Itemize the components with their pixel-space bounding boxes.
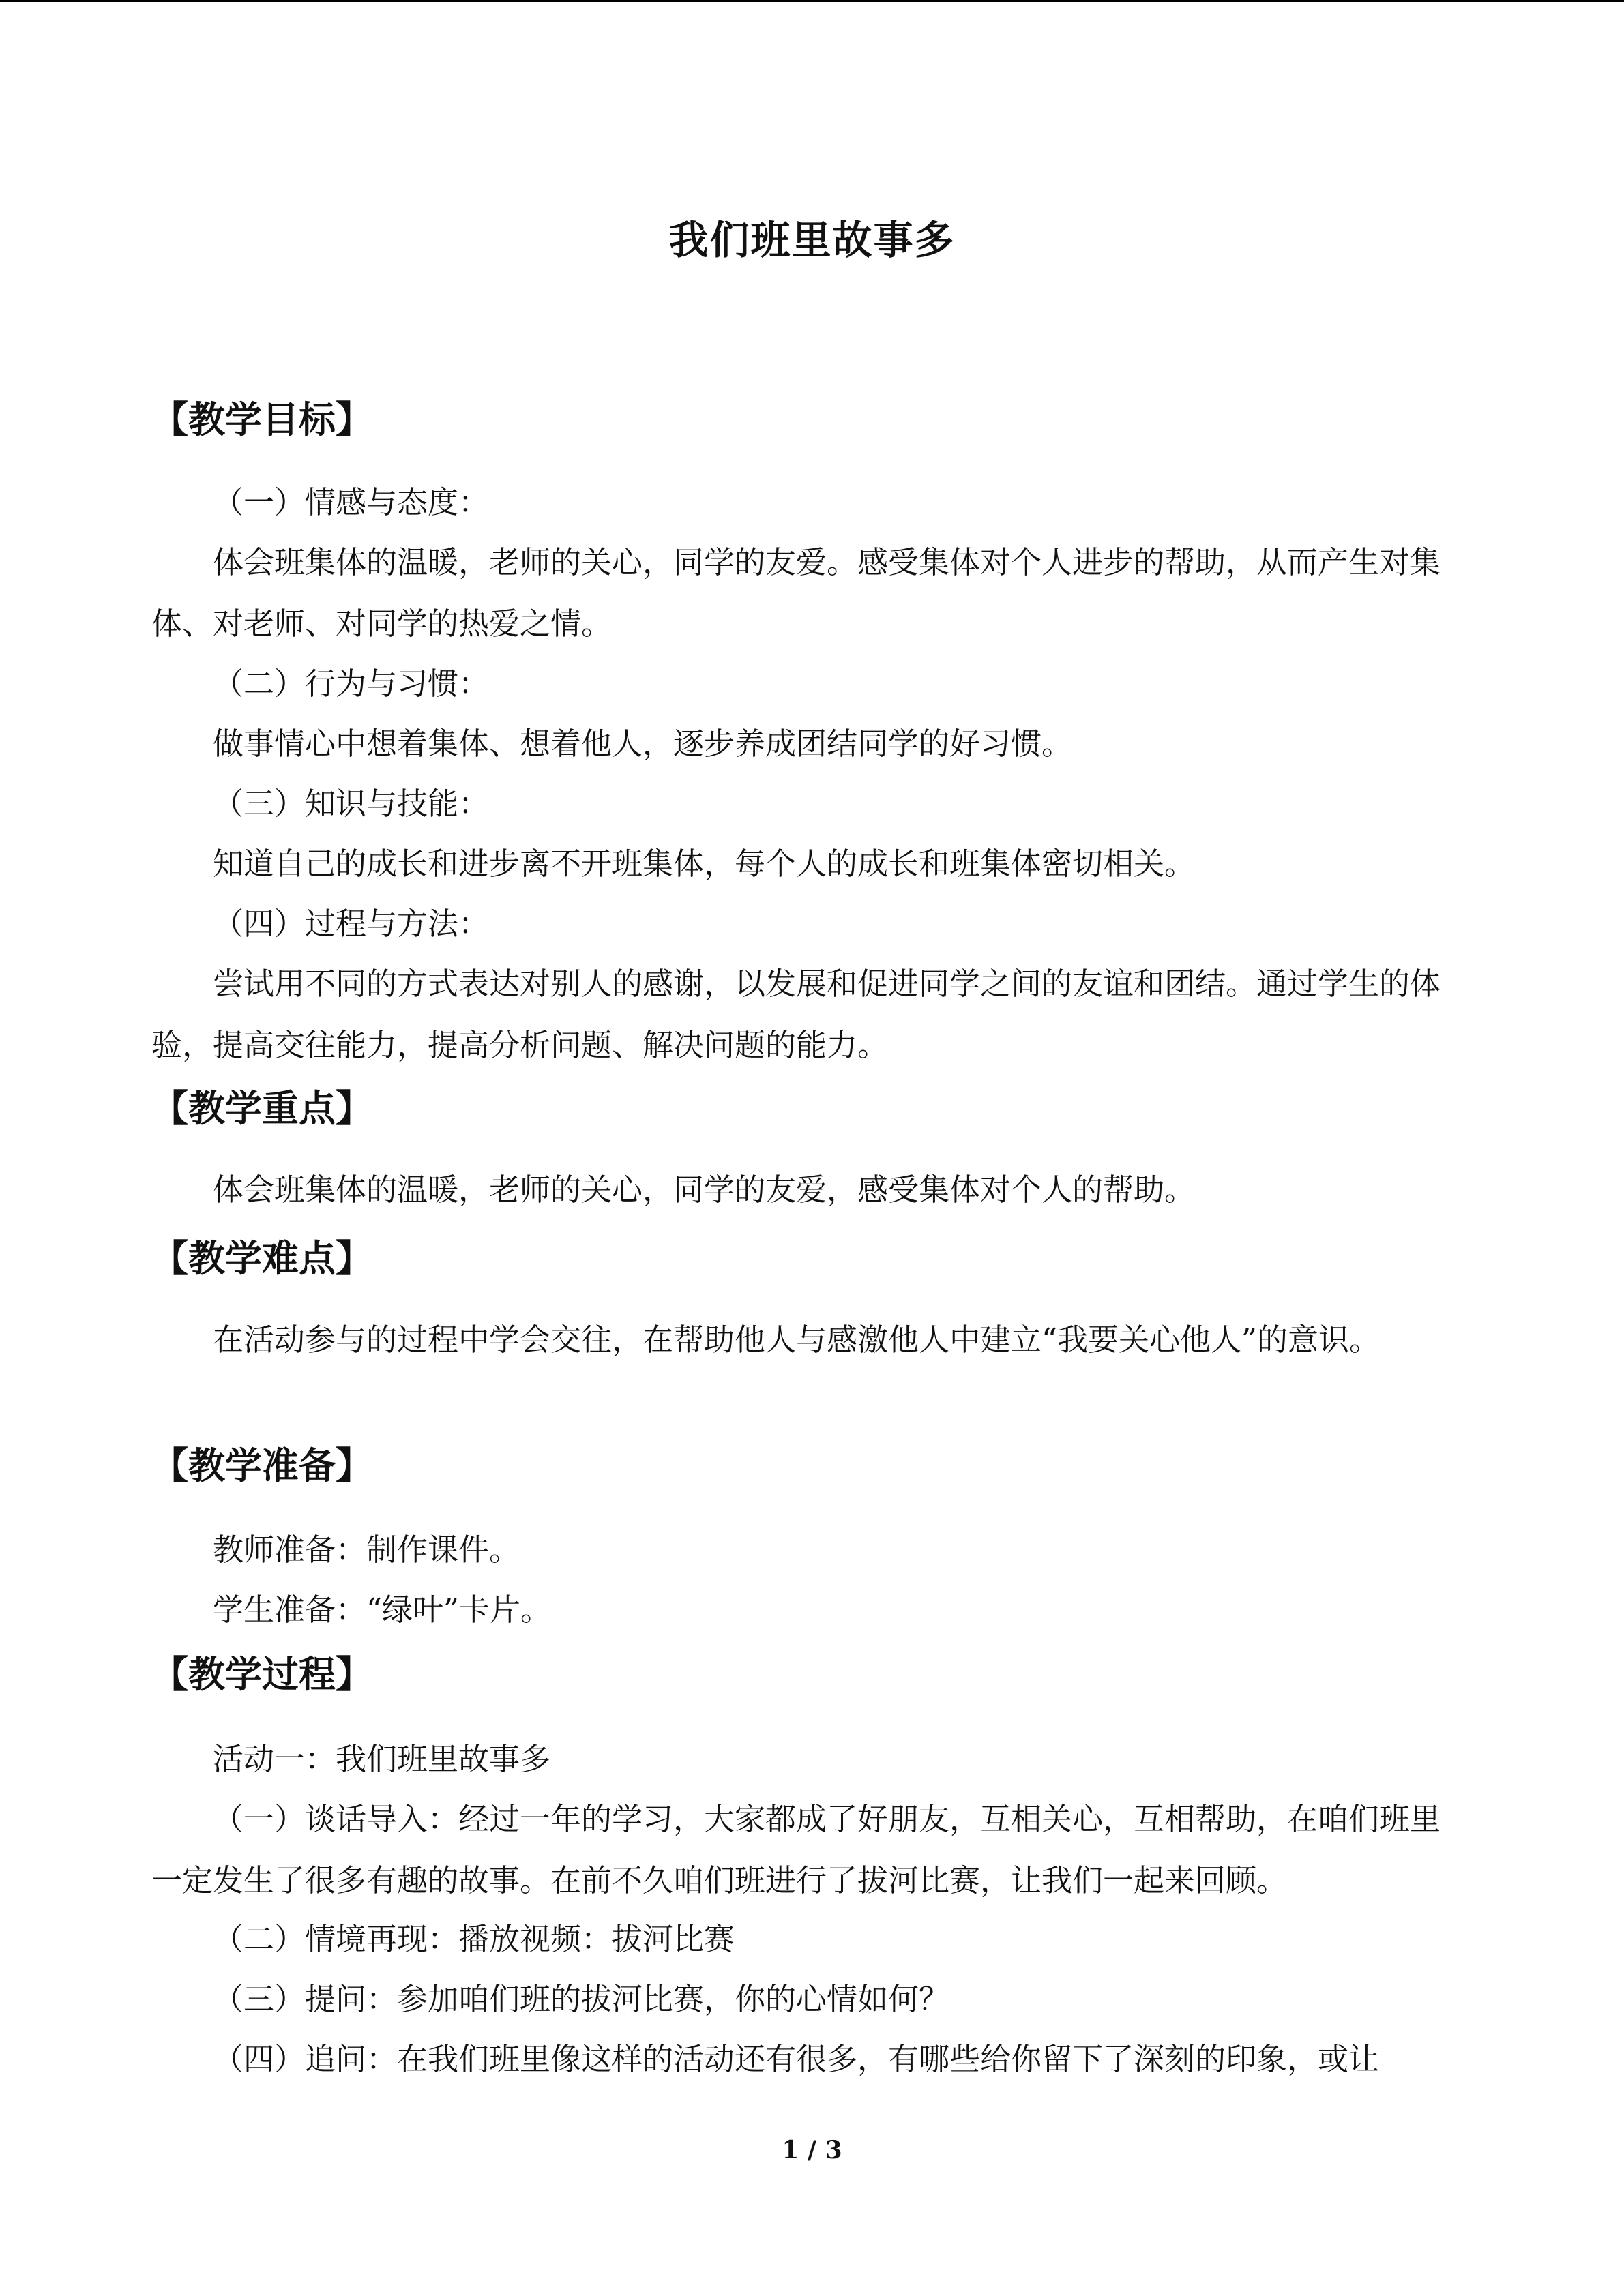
goal-1-label: （一）情感与态度： [213,484,490,520]
preparation-student: 学生准备：“绿叶”卡片。 [213,1592,552,1628]
goal-2-text: 做事情心中想着集体、想着他人，逐步养成团结同学的好习惯。 [213,726,1073,762]
heading-preparation: 【教学准备】 [151,1444,372,1487]
page-number: 1 / 3 [782,2136,842,2164]
goal-4-text: 尝试用不同的方式表达对别人的感谢，以发展和促进同学之间的友谊和团结。通过学生的体验，提高交往能力，提高分析问题、解决问题的能力。 [151,966,1441,1063]
heading-key-points: 【教学重点】 [151,1086,372,1130]
heading-difficulties: 【教学难点】 [151,1236,372,1280]
document-title: 我们班里故事多 [668,217,956,263]
heading-process: 【教学过程】 [151,1652,372,1696]
preparation-teacher: 教师准备：制作课件。 [213,1532,520,1568]
goal-4-label: （四）过程与方法： [213,906,490,942]
process-step-3: （三）提问：参加咱们班的拔河比赛，你的心情如何？ [213,1981,950,2017]
goal-1-text: 体会班集体的温暖，老师的关心，同学的友爱。感受集体对个人进步的帮助，从而产生对集体、对老师、对同学的热爱之情。 [151,544,1441,642]
difficulties-text: 在活动参与的过程中学会交往，在帮助他人与感激他人中建立“我要关心他人”的意识。 [213,1322,1381,1358]
process-step-4: （四）追问：在我们班里像这样的活动还有很多，有哪些给你留下了深刻的印象，或让 [213,2041,1380,2077]
heading-teaching-goals: 【教学目标】 [151,398,372,441]
process-step-1: （一）谈话导入：经过一年的学习，大家都成了好朋友，互相关心，互相帮助，在咱们班里一定发生了很多有趣的故事。在前不久咱们班进行了拔河比赛，让我们一起来回顾。 [151,1801,1441,1898]
key-points-text: 体会班集体的温暖，老师的关心，同学的友爱，感受集体对个人的帮助。 [213,1172,1196,1208]
goal-3-label: （三）知识与技能： [213,786,490,822]
process-step-2: （二）情境再现：播放视频：拔河比赛 [213,1921,735,1957]
goal-3-text: 知道自己的成长和进步离不开班集体，每个人的成长和班集体密切相关。 [213,846,1196,882]
goal-2-label: （二）行为与习惯： [213,666,490,702]
process-activity-1: 活动一：我们班里故事多 [213,1741,551,1777]
